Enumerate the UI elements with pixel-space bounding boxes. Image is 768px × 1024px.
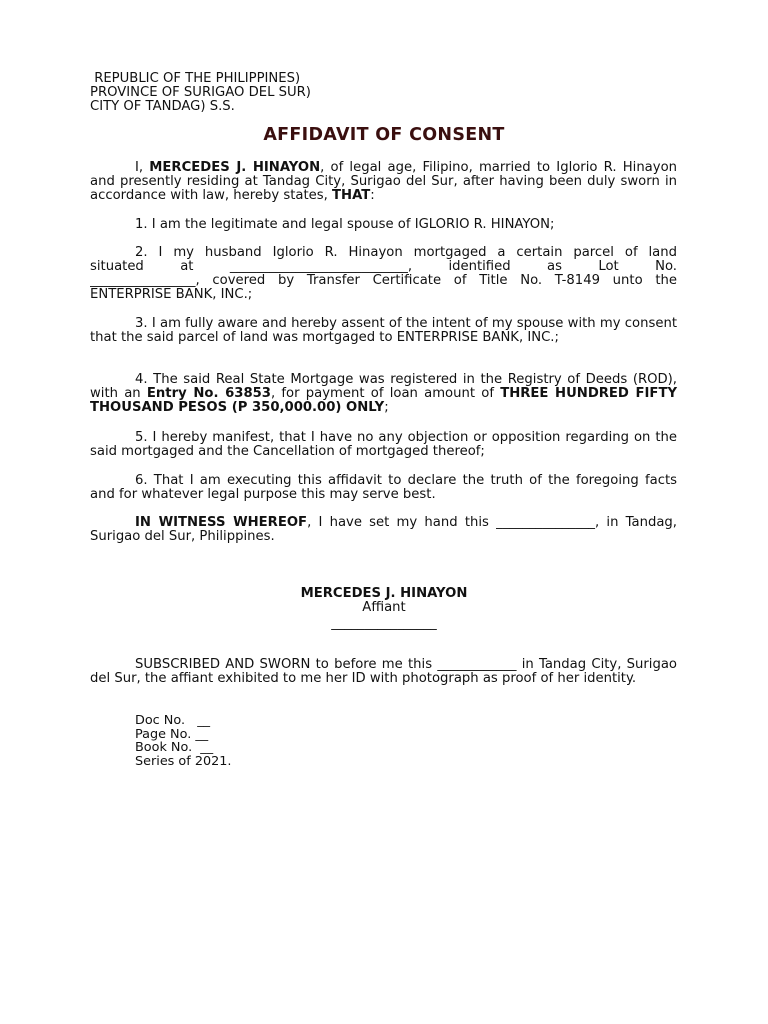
jurat-paragraph: SUBSCRIBED AND SWORN to before me this ____________ in Tandag City, Surigao del Sur, the affiant exhibited to me her ID with photograph as proof of her identity. [90,657,677,686]
paragraph-2-line-1: 2. I my husband Iglorio R. Hinayon mortgaged a certain parcel of land [135,246,677,260]
signature-line: ________________ [331,616,437,631]
venue-province: PROVINCE OF SURIGAO DEL SUR) [90,85,311,100]
paragraph-4-text-a: 4. The said Real State Mortgage was registered in the Registry of Deeds (ROD), with an [90,372,677,401]
doc-number: Doc No. __ [135,713,211,728]
paragraph-3: 3. I am fully aware and hereby assent of the intent of my spouse with my consent that the said parcel of land was mortgaged to ENTERPRISE BANK, INC.; [90,316,677,345]
document-title: AFFIDAVIT OF CONSENT [263,125,505,145]
paragraph-2-line-3: ________________, covered by Transfer Certificate of Title No. T-8149 unto the [90,274,677,288]
paragraph-2-line-2: situated at ___________________________, identified as Lot No. [90,260,677,274]
intro-text-b: , of legal age, Filipino, married to Iglorio R. Hinayon and presently residing at Tandag City, Surigao del Sur, after having been duly sworn in accordance with law, hereby states, [90,160,677,203]
loan-amount: THREE HUNDRED FIFTY THOUSAND PESOS (P 350,000.00) ONLY [90,386,677,415]
intro-text-a: I, [135,160,150,175]
intro-paragraph [90,161,677,203]
paragraph-2-line-4: ENTERPRISE BANK, INC.; [90,288,253,302]
venue-header [90,72,311,114]
paragraph-1: 1. I am the legitimate and legal spouse of IGLORIO R. HINAYON; [135,217,555,232]
venue-republic: REPUBLIC OF THE PHILIPPINES) [90,71,301,86]
witness-paragraph [90,516,677,544]
book-number: Book No. __ [135,740,214,755]
affiant-name-inline: MERCEDES J. HINAYON [149,160,321,175]
venue-city: CITY OF TANDAG) S.S. [90,99,235,114]
page-number: Page No. __ [135,726,209,742]
witness-label: IN WITNESS WHEREOF [135,515,308,530]
witness-text: , I have set my hand this _______________, in Tandag, Surigao del Sur, Philippines. [90,515,677,544]
series-year: Series of 2021. [135,753,232,769]
signature-name: MERCEDES J. HINAYON [300,586,468,601]
paragraph-4-text-c: ; [384,400,389,415]
paragraph-2 [90,246,677,302]
signature-role: Affiant [362,600,406,615]
paragraph-4-text-b: , for payment of loan amount of [270,386,501,401]
paragraph-5: 5. I hereby manifest, that I have no any objection or opposition regarding on the said mortgaged and the Cancellation of mortgaged thereof; [90,430,677,459]
entry-number: Entry No. 63853 [146,386,271,401]
notarial-register [135,714,231,768]
intro-that: THAT [332,188,371,203]
paragraph-4 [90,373,677,415]
paragraph-6: 6. That I am executing this affidavit to declare the truth of the foregoing facts and for whatever legal purpose this may serve best. [90,473,677,502]
intro-text-c: : [370,188,375,203]
